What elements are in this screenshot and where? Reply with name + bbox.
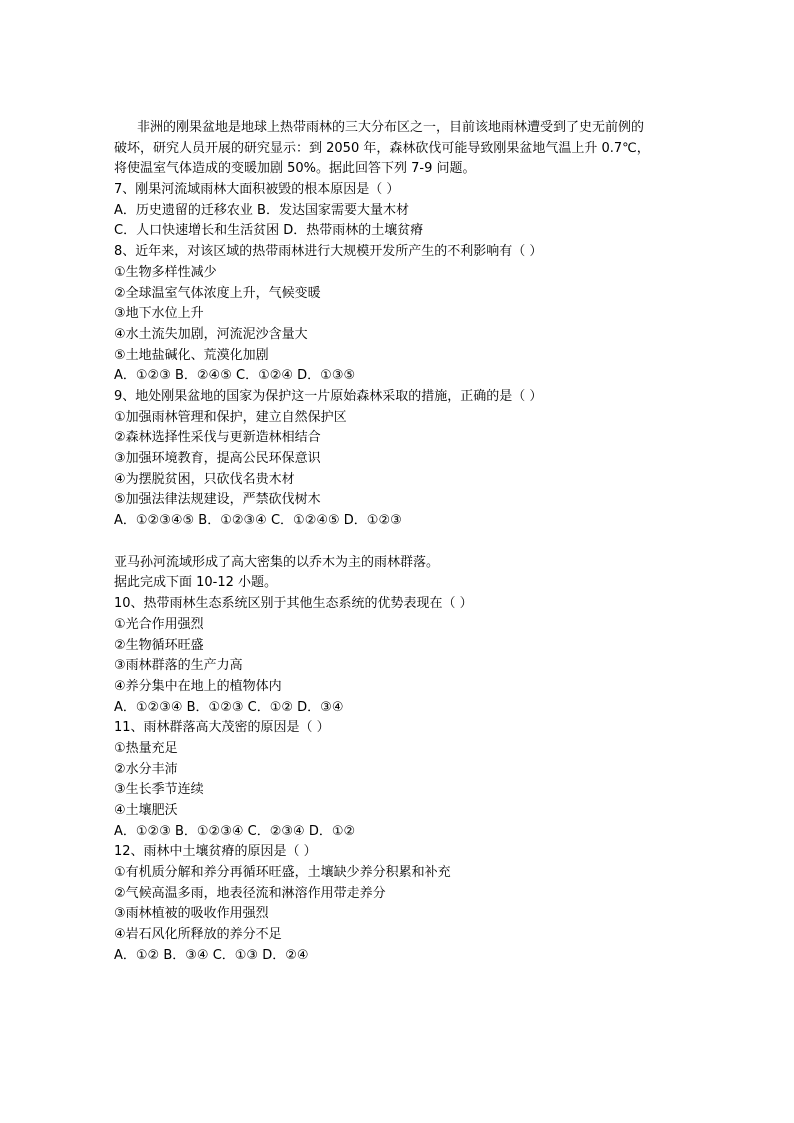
statement-item: ④岩石风化所释放的养分不足 <box>114 927 282 943</box>
question-12 <box>114 842 694 966</box>
answer-options: A．①②③④ B．①②③ C．①② D．③④ <box>114 699 344 715</box>
statement-item: ④为摆脱贫困，只砍伐名贵木材 <box>114 471 295 487</box>
statement-item: ①光合作用强烈 <box>114 616 204 632</box>
statement-item: ④水土流失加剧，河流泥沙含量大 <box>114 326 308 342</box>
question-10 <box>114 594 694 718</box>
statement-item: ③雨林群落的生产力高 <box>114 658 243 674</box>
blank-line <box>114 532 694 553</box>
statement-item: ②森林选择性采伐与更新造林相结合 <box>114 430 321 446</box>
statement-item: ⑤加强法律法规建设，严禁砍伐树木 <box>114 492 321 508</box>
statement-item: ③地下水位上升 <box>114 306 204 322</box>
passage-line: 破坏，研究人员开展的研究显示：到 2050 年，森林砍伐可能导致刚果盆地气温上升 0.7℃， <box>114 140 650 156</box>
question-stem: 11、雨林群落高大茂密的原因是（ ） <box>114 720 330 736</box>
statement-item: ②气候高温多雨，地表径流和淋溶作用带走养分 <box>114 885 386 901</box>
statement-item: ①有机质分解和养分再循环旺盛，土壤缺少养分积累和补充 <box>114 865 451 881</box>
statement-item: ④养分集中在地上的植物体内 <box>114 678 282 694</box>
statement-item: ③加强环境教育，提高公民环保意识 <box>114 451 321 466</box>
answer-options: A．历史遗留的迁移农业 B．发达国家需要大量木材 <box>114 202 409 218</box>
passage-line: 非洲的刚果盆地是地球上热带雨林的三大分布区之一，目前该地雨林遭受到了史无前例的 <box>137 120 645 135</box>
answer-options: A．①②③ B．①②③④ C．②③④ D．①② <box>114 823 356 839</box>
statement-item: ④土壤肥沃 <box>114 803 178 818</box>
question-9 <box>114 387 694 532</box>
answer-options: A．①②③④⑤ B．①②③④ C．①②④⑤ D．①②③ <box>114 513 402 529</box>
passage-line: 将使温室气体造成的变暖加剧 50%。据此回答下列 7-9 问题。 <box>114 161 476 177</box>
question-stem: 8、近年来，对该区域的热带雨林进行大规模开发所产生的不利影响有（ ） <box>114 244 543 260</box>
passage-line: 据此完成下面 10-12 小题。 <box>114 575 278 591</box>
statement-item: ②全球温室气体浓度上升，气候变暖 <box>114 285 321 301</box>
passage-congo <box>114 118 694 180</box>
passage-line: 亚马孙河流域形成了高大密集的以乔木为主的雨林群落。 <box>114 554 440 570</box>
statement-item: ②水分丰沛 <box>114 761 178 777</box>
question-stem: 12、雨林中土壤贫瘠的原因是（ ） <box>114 844 317 860</box>
question-stem: 10、热带雨林生态系统区别于其他生态系统的优势表现在（ ） <box>114 596 473 612</box>
document-body <box>114 118 694 967</box>
passage-amazon <box>114 553 694 594</box>
statement-item: ③生长季节连续 <box>114 782 204 798</box>
statement-item: ⑤土地盐碱化、荒漠化加剧 <box>114 347 269 363</box>
answer-options: C．人口快速增长和生活贫困 D．热带雨林的土壤贫瘠 <box>114 223 424 239</box>
statement-item: ①热量充足 <box>114 740 178 756</box>
question-stem: 7、刚果河流域雨林大面积被毁的根本原因是（ ） <box>114 182 400 198</box>
question-7 <box>114 180 694 242</box>
statement-item: ③雨林植被的吸收作用强烈 <box>114 906 269 922</box>
question-11 <box>114 718 694 842</box>
statement-item: ①生物多样性减少 <box>114 264 217 280</box>
question-8 <box>114 242 694 387</box>
question-stem: 9、地处刚果盆地的国家为保护这一片原始森林采取的措施，正确的是（ ） <box>114 388 543 404</box>
statement-item: ①加强雨林管理和保护，建立自然保护区 <box>114 409 347 425</box>
answer-options: A．①② B．③④ C．①③ D．②④ <box>114 947 309 963</box>
answer-options: A．①②③ B．②④⑤ C．①②④ D．①③⑤ <box>114 368 356 384</box>
statement-item: ②生物循环旺盛 <box>114 637 204 653</box>
